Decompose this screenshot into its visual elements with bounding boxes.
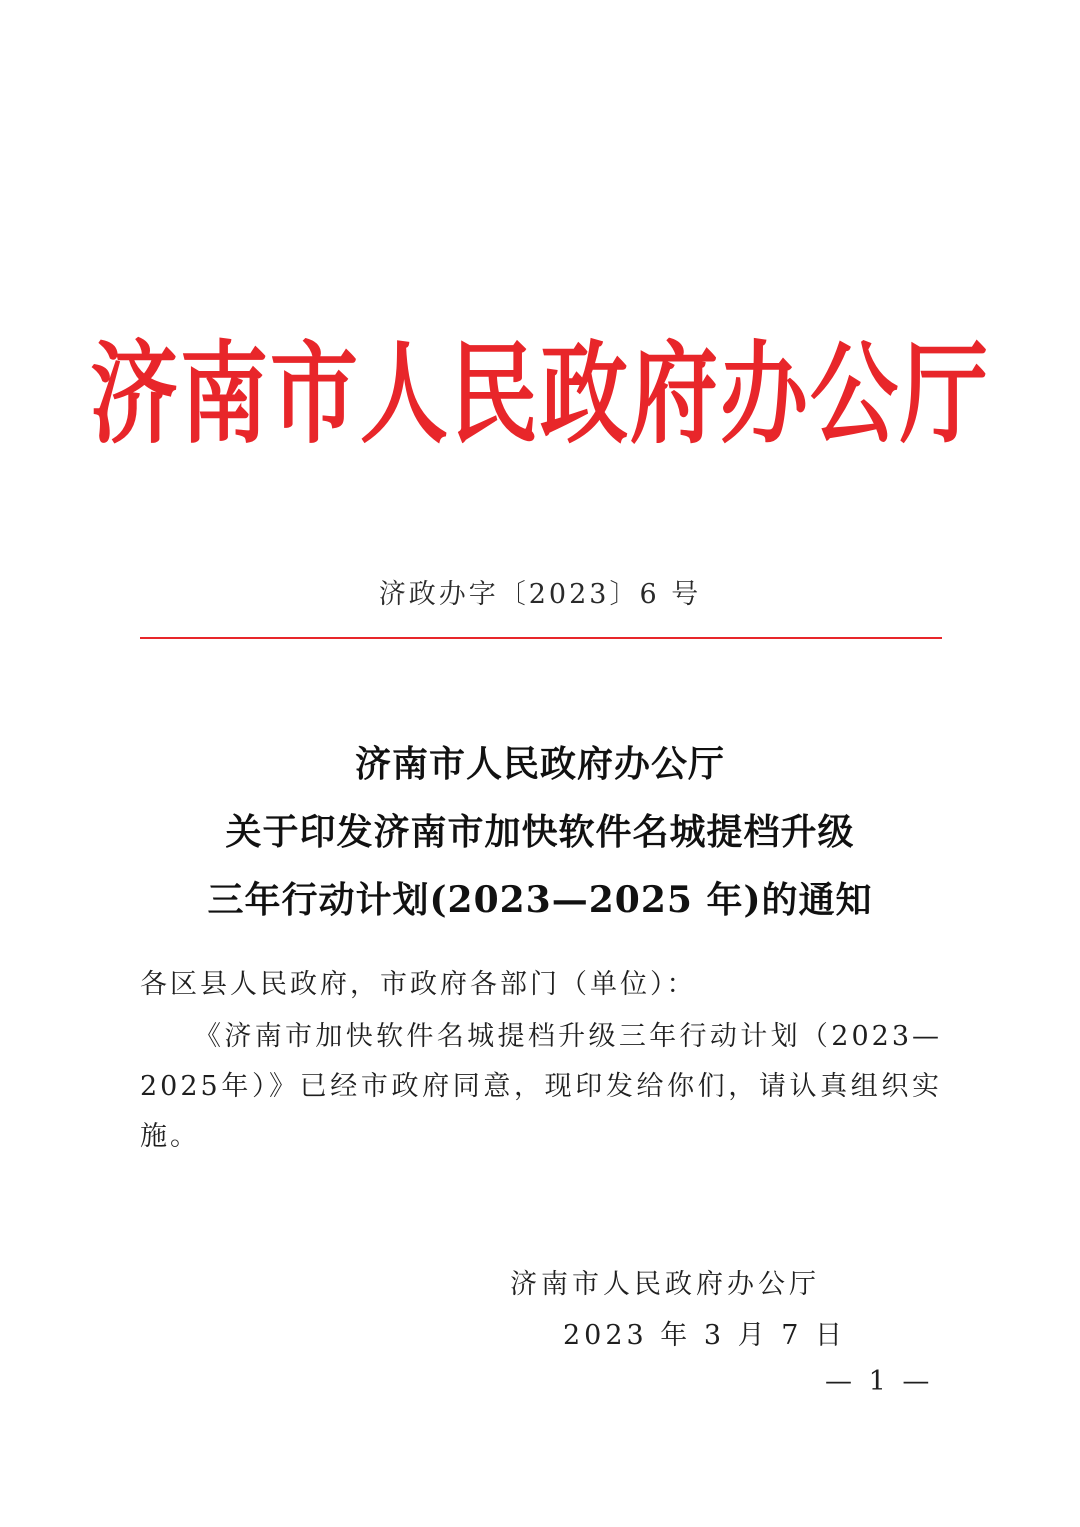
document-number: 济政办字〔2023〕6 号 bbox=[378, 579, 702, 610]
title-line-1: 济南市人民政府办公厅 bbox=[354, 743, 725, 785]
signature-date: 2023 年 3 月 7 日 bbox=[563, 1320, 846, 1351]
title-line-3: 三年行动计划(2023—2025 年)的通知 bbox=[207, 879, 873, 921]
document-title bbox=[0, 730, 1080, 934]
signature-organization: 济南市人民政府办公厅 bbox=[510, 1269, 820, 1300]
page-number: — 1 — bbox=[825, 1366, 934, 1397]
body-paragraph: 《济南市加快软件名城提档升级三年行动计划（2023—2025年）》已经市政府同意，现印发给你们，请认真组织实施。 bbox=[140, 1021, 942, 1152]
title-line-2: 关于印发济南市加快软件名城提档升级 bbox=[225, 811, 855, 853]
masthead-title: 济南市人民政府办公厅 bbox=[89, 328, 990, 459]
salutation: 各区县人民政府，市政府各部门（单位）： bbox=[140, 969, 697, 1000]
red-divider-line bbox=[140, 637, 942, 639]
